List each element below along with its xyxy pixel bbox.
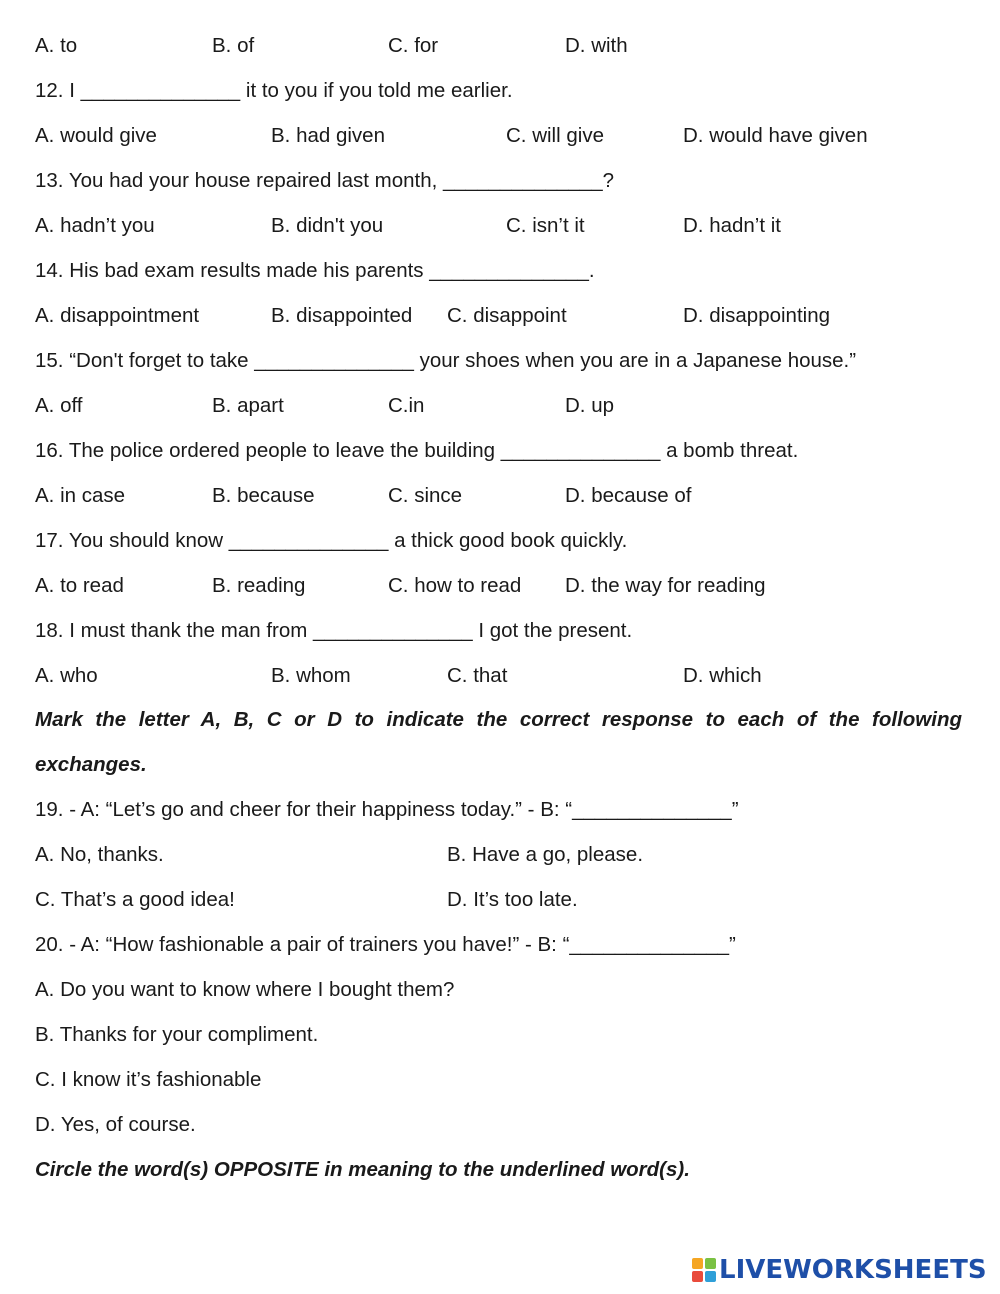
q20-option-c[interactable]: C. I know it’s fashionable (35, 1068, 262, 1091)
q19-option-a[interactable]: A. No, thanks. (35, 843, 164, 866)
q17-option-c[interactable]: C. how to read (388, 574, 522, 597)
q19-option-c[interactable]: C. That’s a good idea! (35, 888, 235, 911)
q13-option-d[interactable]: D. hadn’t it (683, 214, 781, 237)
q12-option-a[interactable]: A. would give (35, 124, 157, 147)
q16-option-d[interactable]: D. because of (565, 484, 692, 507)
q13-option-a[interactable]: A. hadn’t you (35, 214, 155, 237)
q12-option-d[interactable]: D. would have given (683, 124, 868, 147)
logo-block-3 (692, 1271, 703, 1282)
q15-stem: 15. “Don't forget to take ______________ your shoes when you are in a Japanese house.” (35, 349, 857, 372)
logo-block-2 (705, 1258, 716, 1269)
q19-option-b[interactable]: B. Have a go, please. (447, 843, 644, 866)
q16-option-b[interactable]: B. because (212, 484, 315, 507)
q18-option-a[interactable]: A. who (35, 664, 98, 687)
q11-option-a[interactable]: A. to (35, 34, 78, 57)
q17-option-d[interactable]: D. the way for reading (565, 574, 766, 597)
q14-option-c[interactable]: C. disappoint (447, 304, 567, 327)
q15-option-c[interactable]: C.in (388, 394, 425, 417)
q14-stem: 14. His bad exam results made his parents ______________. (35, 259, 595, 282)
q16-stem: 16. The police ordered people to leave the building ______________ a bomb threat. (35, 439, 799, 462)
q17-stem: 17. You should know ______________ a thick good book quickly. (35, 529, 628, 552)
logo-block-1 (692, 1258, 703, 1269)
q15-option-a[interactable]: A. off (35, 394, 83, 417)
q20-option-b[interactable]: B. Thanks for your compliment. (35, 1023, 319, 1046)
q12-option-c[interactable]: C. will give (506, 124, 604, 147)
q17-option-b[interactable]: B. reading (212, 574, 306, 597)
q13-option-b[interactable]: B. didn't you (271, 214, 384, 237)
logo-block-4 (705, 1271, 716, 1282)
q11-option-c[interactable]: C. for (388, 34, 439, 57)
q13-option-c[interactable]: C. isn’t it (506, 214, 585, 237)
q16-option-a[interactable]: A. in case (35, 484, 126, 507)
instruction-opposite: Circle the word(s) OPPOSITE in meaning to the underlined word(s). (35, 1158, 690, 1181)
q14-option-b[interactable]: B. disappointed (271, 304, 413, 327)
q18-stem: 18. I must thank the man from ______________ I got the present. (35, 619, 633, 642)
q14-option-a[interactable]: A. disappointment (35, 304, 200, 327)
q19-option-d[interactable]: D. It’s too late. (447, 888, 578, 911)
q16-option-c[interactable]: C. since (388, 484, 463, 507)
q18-option-d[interactable]: D. which (683, 664, 762, 687)
q15-option-d[interactable]: D. up (565, 394, 614, 417)
q11-option-b[interactable]: B. of (212, 34, 255, 57)
q20-option-d[interactable]: D. Yes, of course. (35, 1113, 196, 1136)
q12-stem: 12. I ______________ it to you if you told me earlier. (35, 79, 513, 102)
q18-option-c[interactable]: C. that (447, 664, 508, 687)
q13-stem: 13. You had your house repaired last month, ______________? (35, 169, 615, 192)
q14-option-d[interactable]: D. disappointing (683, 304, 831, 327)
q11-option-d[interactable]: D. with (565, 34, 628, 57)
q15-option-b[interactable]: B. apart (212, 394, 284, 417)
q19-stem: 19. - A: “Let’s go and cheer for their happiness today.” - B: “______________” (35, 798, 739, 821)
logo-blocks-icon (692, 1258, 716, 1282)
logo-text: LIVEWORKSHEETS (719, 1255, 987, 1285)
instruction-response-line2: exchanges. (35, 753, 147, 776)
q12-option-b[interactable]: B. had given (271, 124, 385, 147)
instruction-response-line1: Mark the letter A, B, C or D to indicate the correct response to each of the following (35, 708, 962, 731)
q20-stem: 20. - A: “How fashionable a pair of trainers you have!” - B: “______________” (35, 933, 736, 956)
q17-option-a[interactable]: A. to read (35, 574, 124, 597)
q20-option-a[interactable]: A. Do you want to know where I bought them? (35, 978, 455, 1001)
liveworksheets-logo[interactable] (692, 1255, 987, 1285)
q18-option-b[interactable]: B. whom (271, 664, 351, 687)
